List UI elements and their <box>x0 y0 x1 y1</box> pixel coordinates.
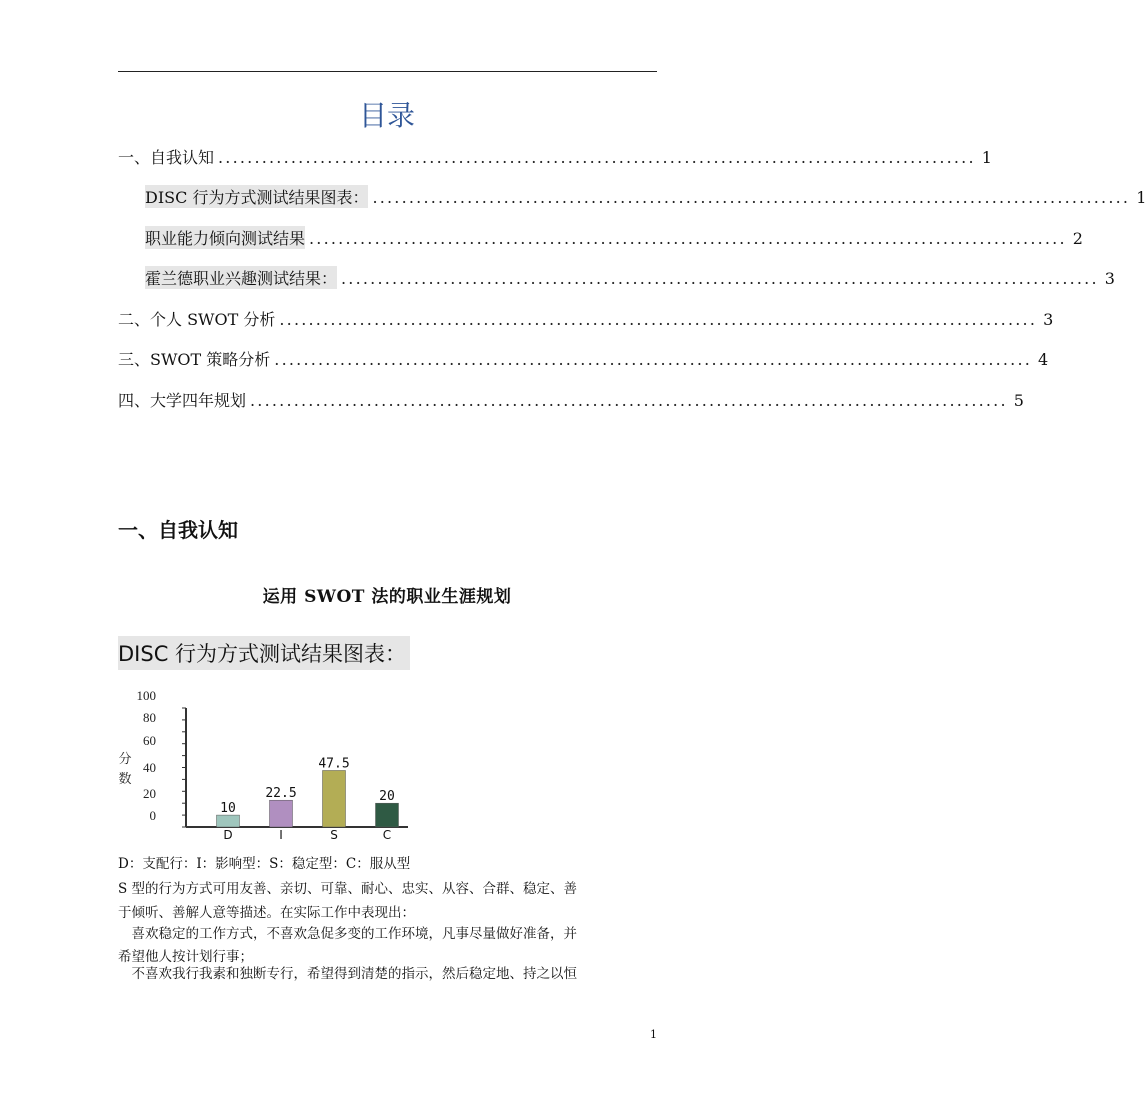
data-label: 22.5 <box>265 786 297 802</box>
toc-entry-label: 职业能力倾向测试结果 <box>145 226 305 249</box>
toc-entry-swot[interactable] <box>118 307 1054 331</box>
toc-leader-dots: ........................................................................................................ <box>309 229 1067 248</box>
disc-bar-chart <box>108 688 418 848</box>
header-rule <box>118 71 657 72</box>
y-tick-label: 60 <box>143 733 156 748</box>
section-heading: 一、自我认知 <box>118 518 238 542</box>
toc-entry-strategy[interactable] <box>118 347 1049 371</box>
body-line: 于倾听、善解人意等描述。在实际工作中表现出： <box>118 905 415 921</box>
toc-entry-page: 3 <box>1043 310 1054 329</box>
toc-entry-holland[interactable] <box>145 266 1115 290</box>
data-label: 10 <box>220 801 236 817</box>
page-subtitle: 运用 SWOT 法的职业生涯规划 <box>262 587 512 607</box>
body-line: S 型的行为方式可用友善、亲切、可靠、耐心、忠实、从容、合群、稳定、善 <box>118 881 578 897</box>
toc-entry-page: 4 <box>1038 350 1049 369</box>
page-number: 1 <box>650 1028 657 1041</box>
y-axis-label: 数 <box>118 772 132 787</box>
toc-leader-dots: ........................................................................................................ <box>250 391 1008 410</box>
x-tick-label: C <box>382 828 392 842</box>
toc-entry-label: 三、SWOT 策略分析 <box>118 350 271 369</box>
toc-entry-label: 四、大学四年规划 <box>118 391 247 410</box>
y-tick-label: 0 <box>149 808 156 823</box>
y-tick-label: 40 <box>143 760 156 775</box>
body-line: 希望他人按计划行事； <box>118 949 253 965</box>
toc-entry-label: DISC 行为方式测试结果图表： <box>145 185 368 208</box>
toc-title: 目录 <box>358 99 415 132</box>
toc-leader-dots: ........................................................................................................ <box>279 310 1038 329</box>
toc-leader-dots: ........................................................................................................ <box>341 269 1099 288</box>
bar-i <box>270 800 293 827</box>
toc-entry-page: 1 <box>981 148 992 167</box>
toc-entry-page: 5 <box>1013 391 1024 410</box>
y-tick-label: 80 <box>143 710 156 725</box>
toc-leader-dots: ........................................................................................................ <box>274 350 1033 369</box>
toc-entry-self-awareness[interactable] <box>118 145 992 169</box>
toc-entry-aptitude[interactable] <box>145 226 1083 250</box>
y-tick-label: 100 <box>136 688 156 703</box>
x-tick-label: D <box>223 828 233 842</box>
y-tick-label: 20 <box>143 786 156 801</box>
toc-entry-disc[interactable] <box>145 185 1146 209</box>
toc-entry-plan[interactable] <box>118 388 1024 412</box>
bar-d <box>217 815 240 827</box>
bar-s <box>323 770 346 827</box>
toc-entry-label: 一、自我认知 <box>118 148 215 167</box>
x-tick-label: I <box>279 828 283 842</box>
toc-entry-page: 3 <box>1104 269 1115 288</box>
data-label: 20 <box>379 789 395 805</box>
toc-leader-dots: ........................................................................................................ <box>218 148 976 167</box>
toc-leader-dots: ........................................................................................................ <box>372 188 1131 207</box>
bar-c <box>376 803 399 827</box>
disc-heading: DISC 行为方式测试结果图表： <box>118 636 410 670</box>
data-label: 47.5 <box>318 756 350 772</box>
toc-entry-page: 1 <box>1136 188 1146 207</box>
body-line: D：支配行：I：影响型：S：稳定型：C：服从型 <box>118 856 411 872</box>
toc-entry-label: 二、个人 SWOT 分析 <box>118 310 276 329</box>
x-tick-label: S <box>330 828 338 842</box>
body-line: 喜欢稳定的工作方式，不喜欢急促多变的工作环境，凡事尽量做好准备，并 <box>118 926 577 942</box>
y-axis-label: 分 <box>118 752 132 767</box>
body-line: 不喜欢我行我素和独断专行，希望得到清楚的指示，然后稳定地、持之以恒 <box>118 966 577 982</box>
toc-entry-label: 霍兰德职业兴趣测试结果： <box>145 266 337 289</box>
toc-entry-page: 2 <box>1072 229 1083 248</box>
